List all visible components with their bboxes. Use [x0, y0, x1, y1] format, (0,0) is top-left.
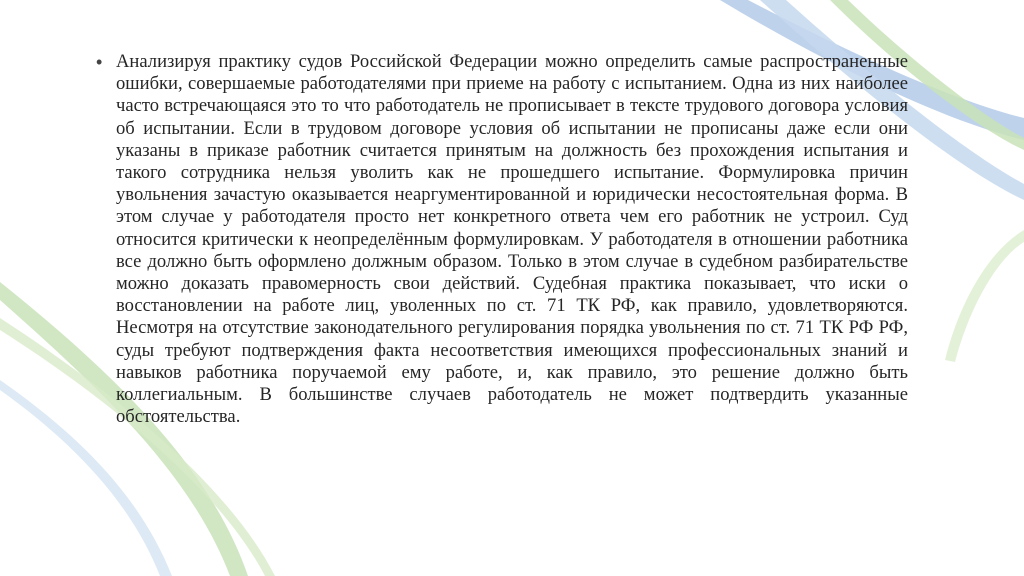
bullet-item — [96, 51, 908, 428]
swoosh-green-right-edge — [945, 230, 1024, 362]
content-area — [96, 51, 908, 428]
bullet-marker: • — [96, 52, 103, 72]
bullet-paragraph: Анализируя практику судов Российской Федерации можно определить самые распространенные ошибки, совершаемые работодателями при приеме на работу с испытанием. Одна из них наиболее часто встречающаяся это то что работодатель не прописывает в тексте трудового договора условия об испытании. Если в трудовом договоре условия об испытании не прописаны даже если они указаны в приказе работник считается принятым на должность без прохождения испытания и такого сотрудника нельзя уволить как не прошедшего испытание. Формулировка причин увольнения зачастую оказывается неаргументированной и юридически несостоятельная форма. В этом случае у работодателя просто нет конкретного ответа чем его работник не устроил. Суд относится критически к неопределённым формулировкам. У работодателя в отношении работника все должно быть оформлено должным образом. Только в этом случае в судебном разбирательстве можно доказать правомерность свои действий. Судебная практика показывает, что иски о восстановлении на работе лиц, уволенных по ст. 71 ТК РФ, как правило, удовлетворяются. Несмотря на отсутствие законодательного регулирования порядка увольнения по ст. 71 ТК РФ РФ, суды требуют подтверждения факта несоответствия имеющихся профессиональных знаний и навыков работника поручаемой ему работе, и, как правило, это решение должно быть коллегиальным. В большинстве случаев работодатель не может подтвердить указанные обстоятельства. — [116, 51, 908, 428]
